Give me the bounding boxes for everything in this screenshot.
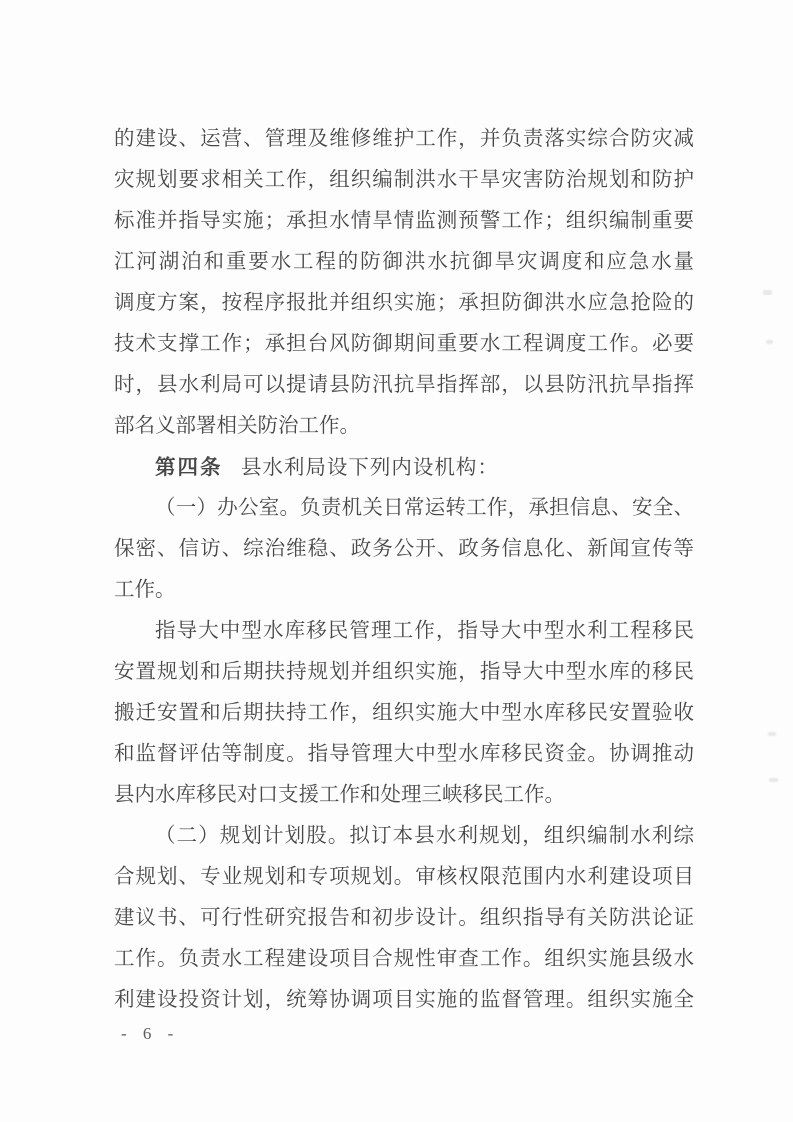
text-line: 安置规划和后期扶持规划并组织实施，指导大中型水库的移民 bbox=[114, 661, 694, 683]
text-line: 灾规划要求相关工作，组织编制洪水干旱灾害防治规划和防护 bbox=[114, 169, 694, 191]
text-line: 标准并指导实施；承担水情旱情监测预警工作；组织编制重要 bbox=[114, 210, 694, 232]
scan-artifact bbox=[766, 340, 773, 344]
text-line: 合规划、专业规划和专项规划。审核权限范围内水利建设项目 bbox=[114, 866, 694, 888]
page-number: - 6 - bbox=[121, 1024, 180, 1043]
scan-artifact bbox=[768, 732, 776, 736]
text-line: 部名义部署相关防治工作。 bbox=[114, 415, 360, 437]
text-line: 利建设投资计划，统筹协调项目实施的监督管理。组织实施全 bbox=[114, 989, 694, 1011]
text-line: 指导大中型水库移民管理工作，指导大中型水利工程移民 bbox=[155, 620, 694, 642]
text-line: （一）办公室。负责机关日常运转工作，承担信息、安全、 bbox=[155, 497, 694, 519]
text-line: （二）规划计划股。拟订本县水利规划，组织编制水利综 bbox=[155, 825, 694, 847]
article-heading-text: 县水利局设下列内设机构： bbox=[240, 457, 499, 479]
text-line: 和监督评估等制度。指导管理大中型水库移民资金。协调推动 bbox=[114, 743, 694, 765]
text-line: 技术支撑工作；承担台风防御期间重要水工程调度工作。必要 bbox=[114, 333, 694, 355]
text-line: 调度方案，按程序报批并组织实施；承担防御洪水应急抢险的 bbox=[114, 292, 694, 314]
text-line: 县内水库移民对口支援工作和处理三峡移民工作。 bbox=[114, 784, 565, 806]
text-line: 的建设、运营、管理及维修维护工作，并负责落实综合防灾减 bbox=[114, 128, 694, 150]
text-line: 江河湖泊和重要水工程的防御洪水抗御旱灾调度和应急水量 bbox=[114, 251, 694, 273]
scan-artifact bbox=[763, 290, 772, 295]
text-line: 时，县水利局可以提请县防汛抗旱指挥部，以县防汛抗旱指挥 bbox=[114, 374, 694, 396]
text-line: 搬迁安置和后期扶持工作，组织实施大中型水库移民安置验收 bbox=[114, 702, 694, 724]
article-number-label: 第四条 bbox=[155, 456, 223, 479]
text-line: 工作。 bbox=[114, 579, 176, 601]
document-body bbox=[114, 119, 694, 1021]
text-line: 保密、信访、综治维稳、政务公开、政务信息化、新闻宣传等 bbox=[114, 538, 694, 560]
article-4-heading bbox=[114, 447, 694, 488]
scan-artifact bbox=[769, 778, 778, 782]
text-line: 工作。负责水工程建设项目合规性审查工作。组织实施县级水 bbox=[114, 948, 694, 970]
text-line: 建议书、可行性研究报告和初步设计。组织指导有关防洪论证 bbox=[114, 907, 694, 929]
